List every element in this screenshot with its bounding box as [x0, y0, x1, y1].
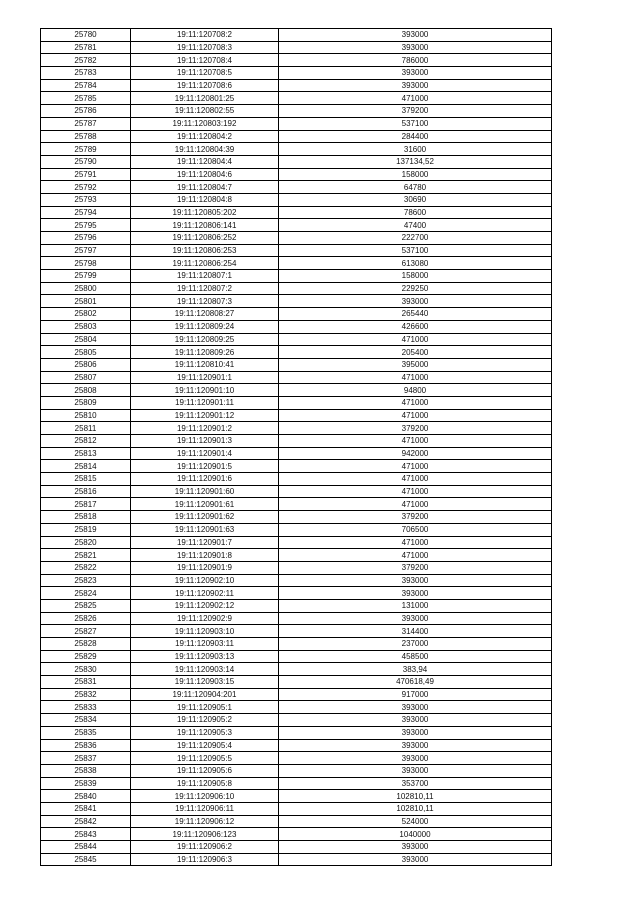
row-number-cell: 25789 — [41, 143, 131, 156]
row-number-cell: 25780 — [41, 29, 131, 42]
row-number-cell: 25792 — [41, 181, 131, 194]
cadastral-number-cell: 19:11:120809:26 — [131, 346, 279, 359]
cadastral-number-cell: 19:11:120801:25 — [131, 92, 279, 105]
cadastral-number-cell: 19:11:120901:8 — [131, 549, 279, 562]
cadastral-number-cell: 19:11:120806:254 — [131, 257, 279, 270]
table-row — [41, 701, 552, 714]
row-number-cell: 25824 — [41, 587, 131, 600]
table-row — [41, 232, 552, 245]
value-cell: 284400 — [279, 130, 552, 143]
row-number-cell: 25781 — [41, 41, 131, 54]
value-cell: 30690 — [279, 193, 552, 206]
row-number-cell: 25834 — [41, 714, 131, 727]
cadastral-number-cell: 19:11:120903:10 — [131, 625, 279, 638]
value-cell: 470618,49 — [279, 676, 552, 689]
cadastral-number-cell: 19:11:120904:201 — [131, 688, 279, 701]
cadastral-number-cell: 19:11:120901:60 — [131, 485, 279, 498]
row-number-cell: 25799 — [41, 270, 131, 283]
value-cell: 78600 — [279, 206, 552, 219]
table-row — [41, 726, 552, 739]
cadastral-number-cell: 19:11:120906:11 — [131, 802, 279, 815]
value-cell: 471000 — [279, 92, 552, 105]
value-cell: 393000 — [279, 67, 552, 80]
cadastral-number-cell: 19:11:120802:55 — [131, 105, 279, 118]
value-cell: 706500 — [279, 523, 552, 536]
row-number-cell: 25828 — [41, 638, 131, 651]
table-row — [41, 193, 552, 206]
row-number-cell: 25810 — [41, 409, 131, 422]
value-cell: 379200 — [279, 511, 552, 524]
table-row — [41, 67, 552, 80]
row-number-cell: 25800 — [41, 282, 131, 295]
cadastral-number-cell: 19:11:120806:141 — [131, 219, 279, 232]
table-row — [41, 511, 552, 524]
table-row — [41, 599, 552, 612]
value-cell: 395000 — [279, 358, 552, 371]
cadastral-number-cell: 19:11:120805:202 — [131, 206, 279, 219]
value-cell: 393000 — [279, 752, 552, 765]
table-row — [41, 41, 552, 54]
table-row — [41, 764, 552, 777]
table-row — [41, 130, 552, 143]
value-cell: 471000 — [279, 473, 552, 486]
value-cell: 353700 — [279, 777, 552, 790]
data-table — [40, 28, 552, 866]
value-cell: 102810,11 — [279, 802, 552, 815]
cadastral-number-cell: 19:11:120708:3 — [131, 41, 279, 54]
table-row — [41, 168, 552, 181]
row-number-cell: 25796 — [41, 232, 131, 245]
row-number-cell: 25836 — [41, 739, 131, 752]
table-row — [41, 790, 552, 803]
cadastral-number-cell: 19:11:120804:2 — [131, 130, 279, 143]
value-cell: 383,94 — [279, 663, 552, 676]
value-cell: 471000 — [279, 460, 552, 473]
row-number-cell: 25783 — [41, 67, 131, 80]
row-number-cell: 25786 — [41, 105, 131, 118]
table-row — [41, 802, 552, 815]
table-row — [41, 650, 552, 663]
value-cell: 379200 — [279, 105, 552, 118]
cadastral-number-cell: 19:11:120803:192 — [131, 117, 279, 130]
row-number-cell: 25782 — [41, 54, 131, 67]
value-cell: 458500 — [279, 650, 552, 663]
value-cell: 917000 — [279, 688, 552, 701]
value-cell: 537100 — [279, 244, 552, 257]
row-number-cell: 25822 — [41, 561, 131, 574]
cadastral-number-cell: 19:11:120806:253 — [131, 244, 279, 257]
value-cell: 265440 — [279, 308, 552, 321]
cadastral-number-cell: 19:11:120905:6 — [131, 764, 279, 777]
cadastral-number-cell: 19:11:120906:123 — [131, 828, 279, 841]
row-number-cell: 25827 — [41, 625, 131, 638]
table-row — [41, 574, 552, 587]
value-cell: 393000 — [279, 574, 552, 587]
row-number-cell: 25831 — [41, 676, 131, 689]
value-cell: 426600 — [279, 320, 552, 333]
table-row — [41, 257, 552, 270]
row-number-cell: 25825 — [41, 599, 131, 612]
value-cell: 393000 — [279, 41, 552, 54]
table-row — [41, 422, 552, 435]
row-number-cell: 25841 — [41, 802, 131, 815]
row-number-cell: 25823 — [41, 574, 131, 587]
row-number-cell: 25813 — [41, 447, 131, 460]
value-cell: 613080 — [279, 257, 552, 270]
table-row — [41, 409, 552, 422]
table-row — [41, 244, 552, 257]
table-row — [41, 625, 552, 638]
cadastral-number-cell: 19:11:120906:3 — [131, 853, 279, 866]
row-number-cell: 25790 — [41, 155, 131, 168]
cadastral-number-cell: 19:11:120804:4 — [131, 155, 279, 168]
table-row — [41, 612, 552, 625]
table-row — [41, 561, 552, 574]
cadastral-number-cell: 19:11:120905:1 — [131, 701, 279, 714]
cadastral-number-cell: 19:11:120804:6 — [131, 168, 279, 181]
table-row — [41, 143, 552, 156]
cadastral-number-cell: 19:11:120901:6 — [131, 473, 279, 486]
cadastral-number-cell: 19:11:120807:1 — [131, 270, 279, 283]
value-cell: 471000 — [279, 549, 552, 562]
row-number-cell: 25838 — [41, 764, 131, 777]
row-number-cell: 25839 — [41, 777, 131, 790]
table-row — [41, 536, 552, 549]
value-cell: 471000 — [279, 485, 552, 498]
row-number-cell: 25803 — [41, 320, 131, 333]
cadastral-number-cell: 19:11:120903:15 — [131, 676, 279, 689]
cadastral-number-cell: 19:11:120905:4 — [131, 739, 279, 752]
table-row — [41, 714, 552, 727]
table-row — [41, 79, 552, 92]
row-number-cell: 25791 — [41, 168, 131, 181]
cadastral-number-cell: 19:11:120901:2 — [131, 422, 279, 435]
cadastral-number-cell: 19:11:120902:10 — [131, 574, 279, 587]
cadastral-number-cell: 19:11:120809:25 — [131, 333, 279, 346]
value-cell: 237000 — [279, 638, 552, 651]
cadastral-number-cell: 19:11:120905:8 — [131, 777, 279, 790]
cadastral-number-cell: 19:11:120807:2 — [131, 282, 279, 295]
value-cell: 137134,52 — [279, 155, 552, 168]
table-row — [41, 828, 552, 841]
cadastral-number-cell: 19:11:120903:13 — [131, 650, 279, 663]
value-cell: 314400 — [279, 625, 552, 638]
value-cell: 229250 — [279, 282, 552, 295]
cadastral-number-cell: 19:11:120804:39 — [131, 143, 279, 156]
row-number-cell: 25844 — [41, 841, 131, 854]
value-cell: 393000 — [279, 295, 552, 308]
table-row — [41, 739, 552, 752]
table-row — [41, 295, 552, 308]
table-row — [41, 777, 552, 790]
cadastral-number-cell: 19:11:120807:3 — [131, 295, 279, 308]
row-number-cell: 25802 — [41, 308, 131, 321]
value-cell: 393000 — [279, 853, 552, 866]
table-row — [41, 638, 552, 651]
row-number-cell: 25819 — [41, 523, 131, 536]
table-row — [41, 498, 552, 511]
value-cell: 31600 — [279, 143, 552, 156]
cadastral-number-cell: 19:11:120901:1 — [131, 371, 279, 384]
value-cell: 786000 — [279, 54, 552, 67]
value-cell: 471000 — [279, 498, 552, 511]
table-row — [41, 270, 552, 283]
value-cell: 131000 — [279, 599, 552, 612]
table-row — [41, 181, 552, 194]
row-number-cell: 25808 — [41, 384, 131, 397]
value-cell: 393000 — [279, 726, 552, 739]
value-cell: 379200 — [279, 561, 552, 574]
row-number-cell: 25807 — [41, 371, 131, 384]
table-row — [41, 396, 552, 409]
table-row — [41, 815, 552, 828]
row-number-cell: 25811 — [41, 422, 131, 435]
cadastral-number-cell: 19:11:120708:4 — [131, 54, 279, 67]
table-row — [41, 282, 552, 295]
table-row — [41, 549, 552, 562]
row-number-cell: 25788 — [41, 130, 131, 143]
table-row — [41, 29, 552, 42]
value-cell: 102810,11 — [279, 790, 552, 803]
table-row — [41, 752, 552, 765]
table-row — [41, 206, 552, 219]
cadastral-number-cell: 19:11:120901:3 — [131, 435, 279, 448]
row-number-cell: 25815 — [41, 473, 131, 486]
value-cell: 393000 — [279, 79, 552, 92]
row-number-cell: 25845 — [41, 853, 131, 866]
row-number-cell: 25837 — [41, 752, 131, 765]
row-number-cell: 25809 — [41, 396, 131, 409]
cadastral-number-cell: 19:11:120901:12 — [131, 409, 279, 422]
table-row — [41, 447, 552, 460]
cadastral-number-cell: 19:11:120906:2 — [131, 841, 279, 854]
table-row — [41, 460, 552, 473]
row-number-cell: 25829 — [41, 650, 131, 663]
value-cell: 1040000 — [279, 828, 552, 841]
row-number-cell: 25801 — [41, 295, 131, 308]
cadastral-number-cell: 19:11:120905:5 — [131, 752, 279, 765]
cadastral-number-cell: 19:11:120905:3 — [131, 726, 279, 739]
cadastral-number-cell: 19:11:120804:7 — [131, 181, 279, 194]
row-number-cell: 25806 — [41, 358, 131, 371]
cadastral-number-cell: 19:11:120901:62 — [131, 511, 279, 524]
cadastral-number-cell: 19:11:120901:7 — [131, 536, 279, 549]
row-number-cell: 25842 — [41, 815, 131, 828]
table-row — [41, 371, 552, 384]
value-cell: 205400 — [279, 346, 552, 359]
table-row — [41, 92, 552, 105]
table-row — [41, 320, 552, 333]
value-cell: 393000 — [279, 739, 552, 752]
cadastral-number-cell: 19:11:120901:11 — [131, 396, 279, 409]
cadastral-number-cell: 19:11:120902:11 — [131, 587, 279, 600]
cadastral-number-cell: 19:11:120806:252 — [131, 232, 279, 245]
row-number-cell: 25843 — [41, 828, 131, 841]
row-number-cell: 25787 — [41, 117, 131, 130]
table-row — [41, 358, 552, 371]
table-row — [41, 105, 552, 118]
table-row — [41, 308, 552, 321]
row-number-cell: 25814 — [41, 460, 131, 473]
value-cell: 524000 — [279, 815, 552, 828]
cadastral-number-cell: 19:11:120901:63 — [131, 523, 279, 536]
value-cell: 94800 — [279, 384, 552, 397]
table-row — [41, 676, 552, 689]
cadastral-number-cell: 19:11:120906:12 — [131, 815, 279, 828]
value-cell: 47400 — [279, 219, 552, 232]
row-number-cell: 25795 — [41, 219, 131, 232]
value-cell: 393000 — [279, 587, 552, 600]
table-row — [41, 219, 552, 232]
cadastral-number-cell: 19:11:120901:9 — [131, 561, 279, 574]
table-row — [41, 485, 552, 498]
value-cell: 393000 — [279, 29, 552, 42]
row-number-cell: 25805 — [41, 346, 131, 359]
value-cell: 471000 — [279, 536, 552, 549]
cadastral-number-cell: 19:11:120901:4 — [131, 447, 279, 460]
row-number-cell: 25784 — [41, 79, 131, 92]
cadastral-number-cell: 19:11:120902:12 — [131, 599, 279, 612]
row-number-cell: 25826 — [41, 612, 131, 625]
row-number-cell: 25833 — [41, 701, 131, 714]
row-number-cell: 25812 — [41, 435, 131, 448]
table-row — [41, 117, 552, 130]
table-row — [41, 54, 552, 67]
table-row — [41, 155, 552, 168]
table-row — [41, 435, 552, 448]
row-number-cell: 25832 — [41, 688, 131, 701]
table-row — [41, 688, 552, 701]
cadastral-number-cell: 19:11:120809:24 — [131, 320, 279, 333]
value-cell: 393000 — [279, 612, 552, 625]
table-row — [41, 587, 552, 600]
row-number-cell: 25798 — [41, 257, 131, 270]
value-cell: 471000 — [279, 333, 552, 346]
cadastral-number-cell: 19:11:120804:8 — [131, 193, 279, 206]
value-cell: 471000 — [279, 371, 552, 384]
cadastral-number-cell: 19:11:120905:2 — [131, 714, 279, 727]
row-number-cell: 25830 — [41, 663, 131, 676]
row-number-cell: 25797 — [41, 244, 131, 257]
value-cell: 64780 — [279, 181, 552, 194]
cadastral-number-cell: 19:11:120902:9 — [131, 612, 279, 625]
row-number-cell: 25821 — [41, 549, 131, 562]
table-row — [41, 841, 552, 854]
value-cell: 393000 — [279, 701, 552, 714]
value-cell: 158000 — [279, 270, 552, 283]
table-row — [41, 523, 552, 536]
value-cell: 942000 — [279, 447, 552, 460]
row-number-cell: 25820 — [41, 536, 131, 549]
value-cell: 471000 — [279, 435, 552, 448]
table-row — [41, 853, 552, 866]
value-cell: 393000 — [279, 841, 552, 854]
value-cell: 393000 — [279, 714, 552, 727]
table-body — [41, 29, 552, 866]
row-number-cell: 25785 — [41, 92, 131, 105]
cadastral-number-cell: 19:11:120901:5 — [131, 460, 279, 473]
table-row — [41, 384, 552, 397]
value-cell: 158000 — [279, 168, 552, 181]
value-cell: 471000 — [279, 396, 552, 409]
cadastral-number-cell: 19:11:120903:11 — [131, 638, 279, 651]
value-cell: 222700 — [279, 232, 552, 245]
cadastral-number-cell: 19:11:120901:10 — [131, 384, 279, 397]
row-number-cell: 25817 — [41, 498, 131, 511]
row-number-cell: 25816 — [41, 485, 131, 498]
row-number-cell: 25818 — [41, 511, 131, 524]
cadastral-number-cell: 19:11:120810:41 — [131, 358, 279, 371]
cadastral-number-cell: 19:11:120708:6 — [131, 79, 279, 92]
value-cell: 379200 — [279, 422, 552, 435]
value-cell: 471000 — [279, 409, 552, 422]
row-number-cell: 25840 — [41, 790, 131, 803]
table-row — [41, 346, 552, 359]
cadastral-number-cell: 19:11:120903:14 — [131, 663, 279, 676]
table-row — [41, 333, 552, 346]
cadastral-number-cell: 19:11:120708:2 — [131, 29, 279, 42]
row-number-cell: 25793 — [41, 193, 131, 206]
cadastral-number-cell: 19:11:120708:5 — [131, 67, 279, 80]
cadastral-number-cell: 19:11:120901:61 — [131, 498, 279, 511]
cadastral-number-cell: 19:11:120808:27 — [131, 308, 279, 321]
table-row — [41, 663, 552, 676]
value-cell: 393000 — [279, 764, 552, 777]
cadastral-number-cell: 19:11:120906:10 — [131, 790, 279, 803]
row-number-cell: 25804 — [41, 333, 131, 346]
table-row — [41, 473, 552, 486]
row-number-cell: 25835 — [41, 726, 131, 739]
value-cell: 537100 — [279, 117, 552, 130]
row-number-cell: 25794 — [41, 206, 131, 219]
